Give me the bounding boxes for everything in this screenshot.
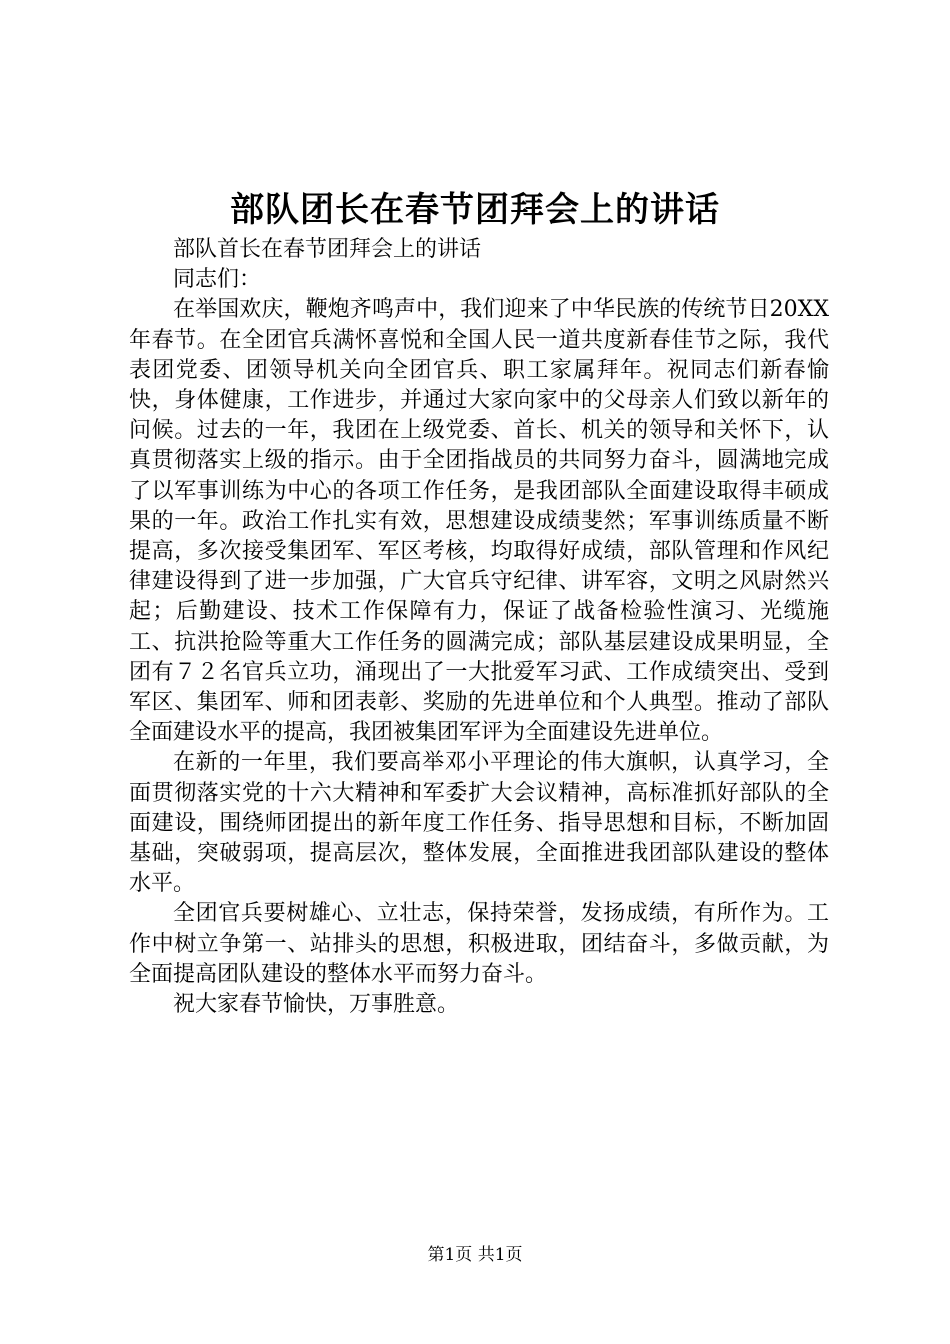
page-number-footer: 第1页 共1页 bbox=[427, 1245, 523, 1265]
closing-paragraph: 祝大家春节愉快，万事胜意。 bbox=[173, 992, 460, 1018]
body-paragraph: 在举国欢庆，鞭炮齐鸣声中，我们迎来了中华民族的传统节日20XX年春节。在全团官兵满怀喜悦和全国人民一道共度新春佳节之际，我代表团党委、团领导机关向全团官兵、职工家属拜年。祝同志们新春愉快，身体健康，工作进步，并通过大家向家中的父母亲人们致以新年的问候。过去的一年，我团在上级党委、首长、机关的领导和关怀下，认真贯彻落实上级的指示。由于全团指战员的共同努力奋斗，圆满地完成了以军事训练为中心的各项工作任务，是我团部队全面建设取得丰硕成果的一年。政治工作扎实有效，思想建设成绩斐然；军事训练质量不断提高，多次接受集团军、军区考核，均取得好成绩，部队管理和作风纪律建设得到了进一步加强，广大官兵守纪律、讲军容，文明之风尉然兴起；后勤建设、技术工作保障有力，保证了战备检验性演习、光缆施工、抗洪抢险等重大工作任务的圆满完成；部队基层建设成果明显，全团有７２名官兵立功，涌现出了一大批爱军习武、工作成绩突出、受到军区、集团军、师和团表彰、奖励的先进单位和个人典型。推动了部队全面建设水平的提高，我团被集团军评为全面建设先进单位。 bbox=[129, 297, 829, 746]
document-title: 部队团长在春节团拜会上的讲话 bbox=[230, 190, 720, 230]
body-paragraph: 全团官兵要树雄心、立壮志，保持荣誉，发扬成绩，有所作为。工作中树立争第一、站排头的思想，积极进取，团结奋斗，多做贡献，为全面提高团队建设的整体水平而努力奋斗。 bbox=[129, 901, 829, 987]
document-body bbox=[129, 235, 829, 1020]
body-paragraph: 在新的一年里，我们要高举邓小平理论的伟大旗帜，认真学习，全面贯彻落实党的十六大精神和军委扩大会议精神，高标准抓好部队的全面建设，围绕师团提出的新年度工作任务、指导思想和目标，不断加固基础，突破弱项，提高层次，整体发展，全面推进我团部队建设的整体水平。 bbox=[129, 750, 829, 897]
subtitle-paragraph: 部队首长在春节团拜会上的讲话 bbox=[173, 237, 482, 262]
salutation-paragraph: 同志们： bbox=[173, 267, 262, 293]
